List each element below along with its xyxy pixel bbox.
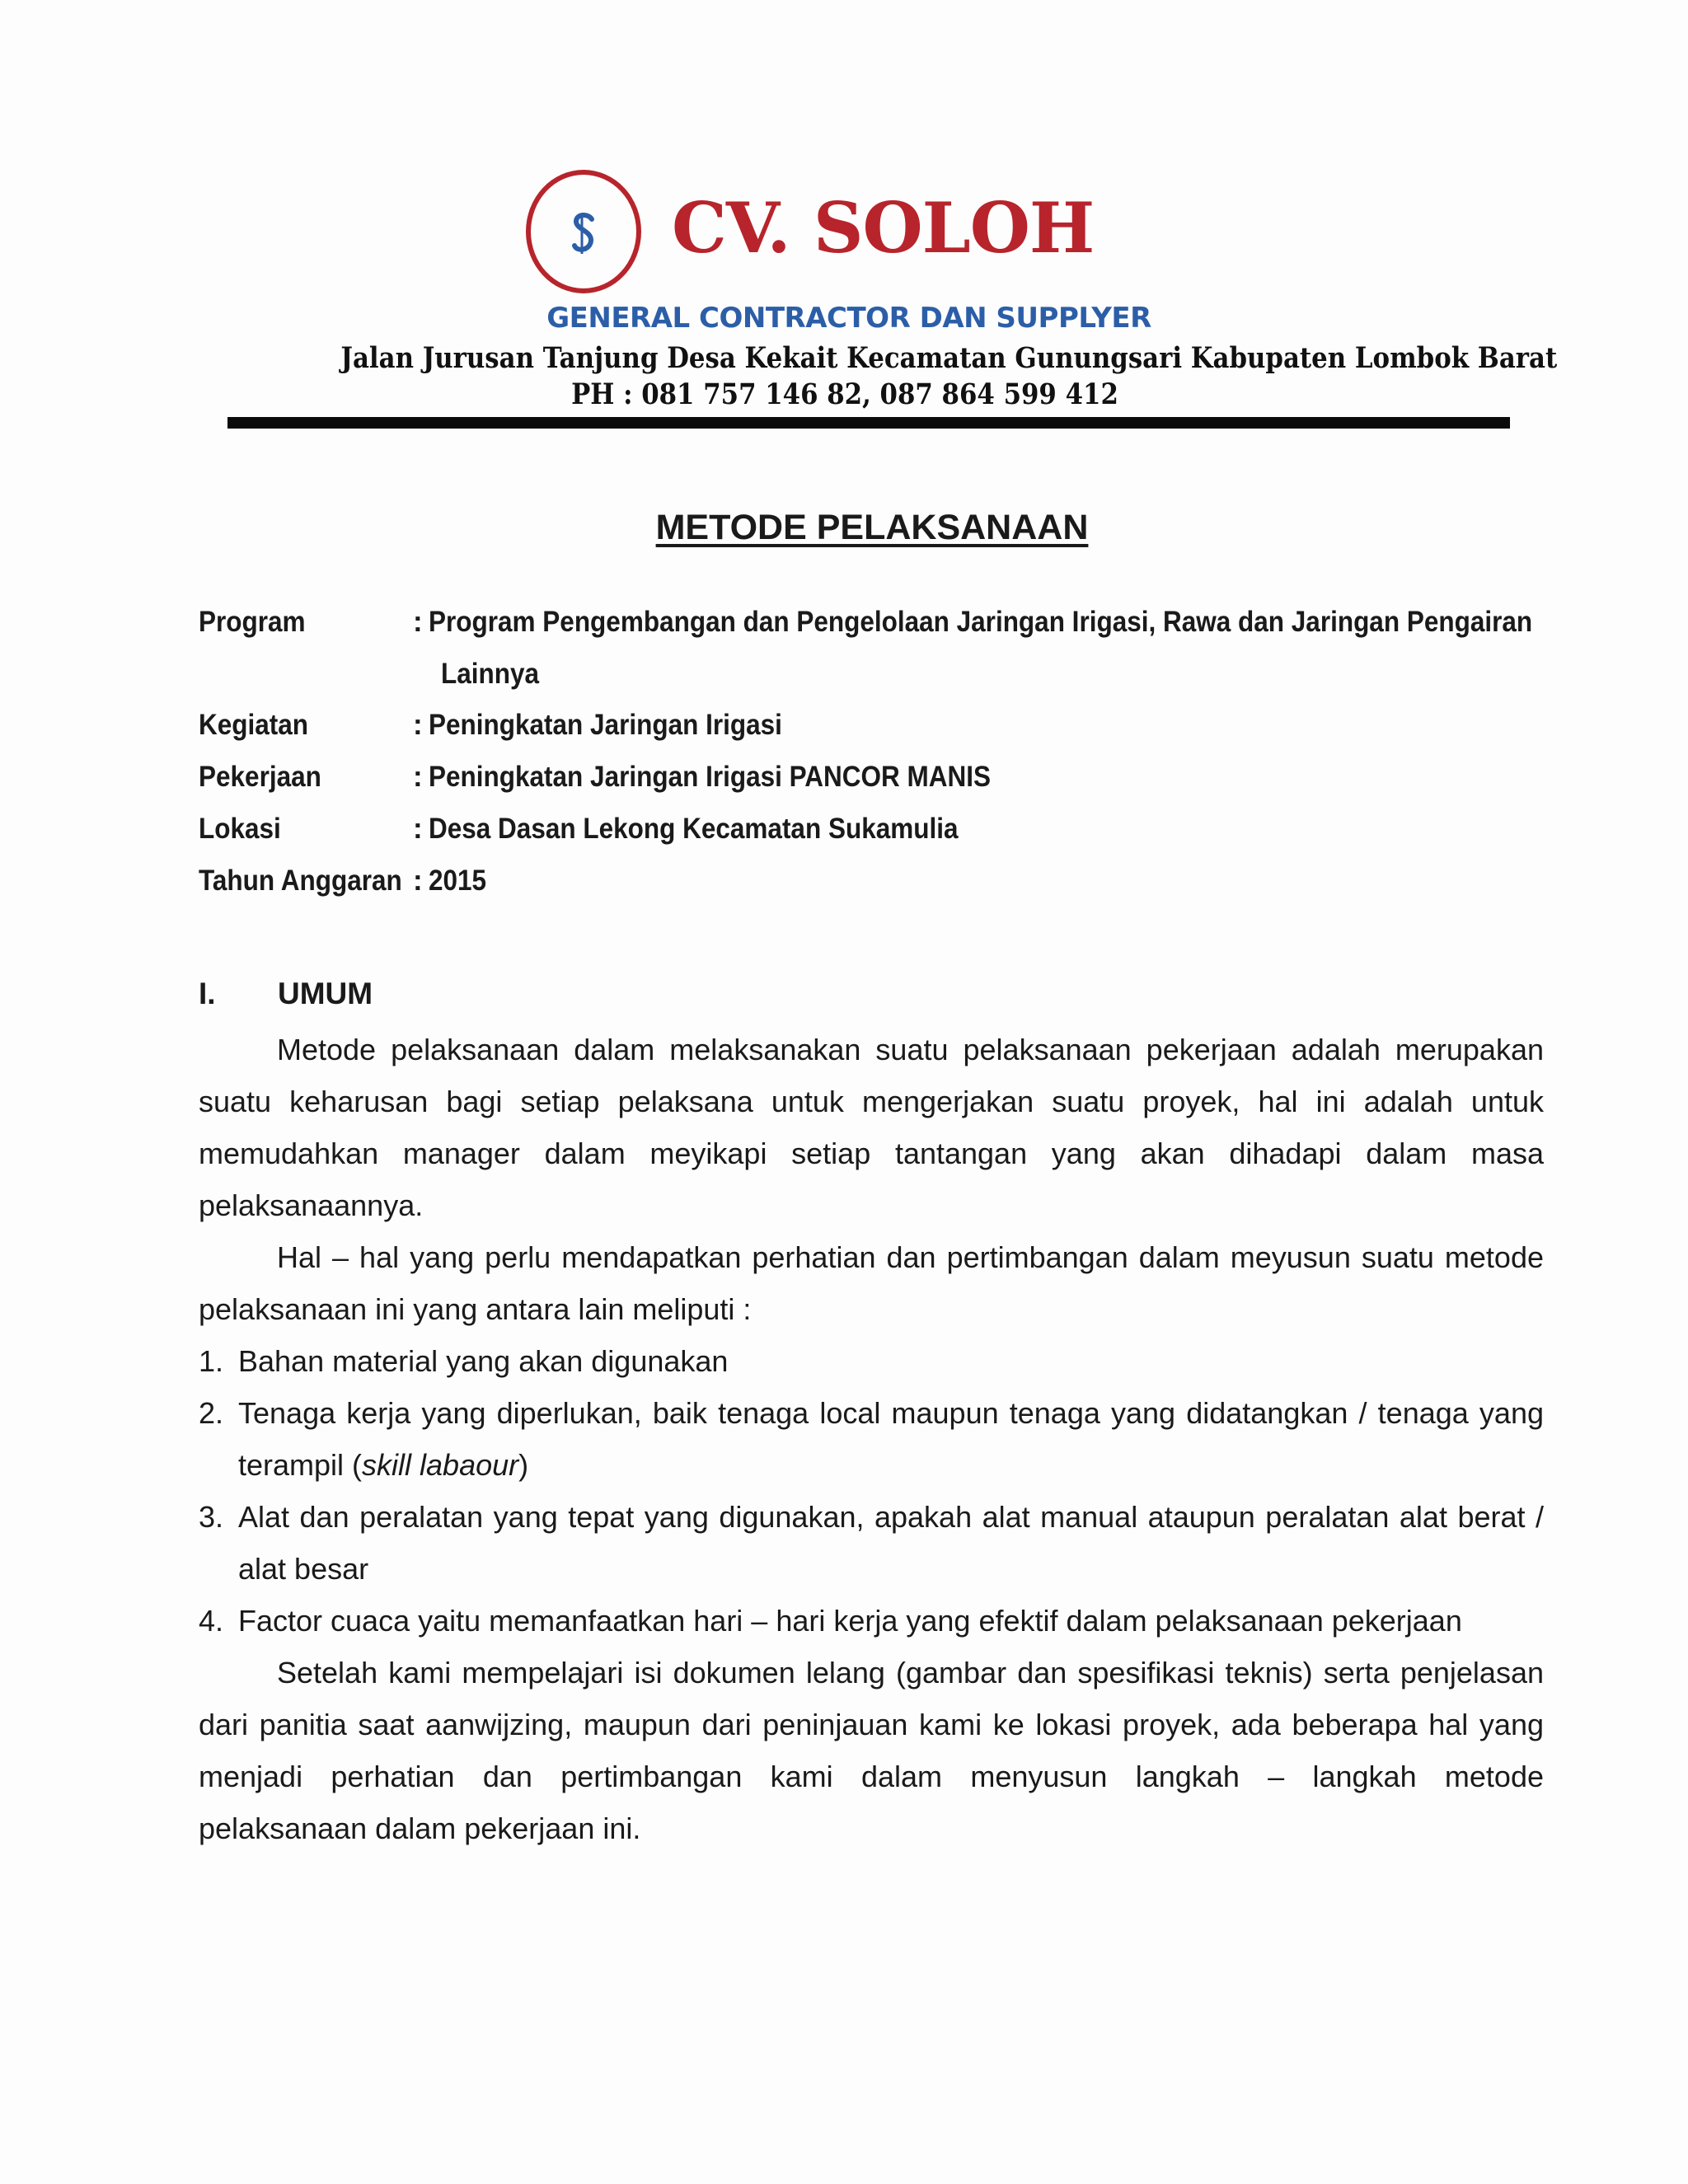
list-item-text-continued: [238, 1439, 1544, 1491]
section-number: I.: [199, 977, 216, 1010]
info-value: Desa Dasan Lekong Kecamatan Sukamulia: [429, 813, 959, 845]
paragraph-line: memudahkan manager dalam meyikapi setiap tantangan yang akan dihadapi dalam masa: [199, 1137, 1544, 1170]
company-name: CV. SOLOH: [672, 187, 1095, 269]
list-item-text: Alat dan peralatan yang tepat yang digunakan, apakah alat manual ataupun peralatan alat berat /: [238, 1500, 1544, 1534]
list-item-text-part: ): [518, 1448, 529, 1482]
list-item-number: 2.: [199, 1396, 224, 1430]
info-value: Peningkatan Jaringan Irigasi: [429, 709, 782, 741]
info-label: Tahun Anggaran: [199, 865, 402, 897]
paragraph-line: pelaksanaan dalam pekerjaan ini.: [199, 1811, 641, 1845]
paragraph-line: Hal – hal yang perlu mendapatkan perhatian dan pertimbangan dalam meyusun suatu metode: [277, 1240, 1544, 1274]
info-colon: :: [413, 709, 423, 741]
list-item-number: 1.: [199, 1344, 224, 1378]
paragraph-line: Setelah kami mempelajari isi dokumen lelang (gambar dan spesifikasi teknis) serta penjelasan: [277, 1656, 1544, 1690]
logo-s-icon: [570, 211, 597, 257]
info-label: Lokasi: [199, 813, 281, 845]
paragraph-line: suatu keharusan bagi setiap pelaksana untuk mengerjakan suatu proyek, hal ini adalah untuk: [199, 1085, 1544, 1118]
info-colon: :: [413, 813, 423, 845]
list-item-text: Bahan material yang akan digunakan: [238, 1344, 729, 1378]
info-colon: :: [413, 865, 423, 897]
paragraph-line: menjadi perhatian dan pertimbangan kami dalam menyusun langkah – langkah metode: [199, 1760, 1544, 1793]
company-address: Jalan Jurusan Tanjung Desa Kekait Kecamatan Gunungsari Kabupaten Lombok Barat: [340, 341, 1558, 375]
info-label: Program: [199, 606, 306, 638]
paragraph-line: pelaksanaannya.: [199, 1188, 424, 1222]
header-divider: [227, 417, 1510, 429]
list-item-text: Tenaga kerja yang diperlukan, baik tenaga local maupun tenaga yang didatangkan / tenaga yang: [238, 1396, 1544, 1430]
list-item-number: 3.: [199, 1500, 224, 1534]
paragraph-line: pelaksanaan ini yang antara lain meliputi :: [199, 1292, 752, 1326]
info-colon: :: [413, 761, 423, 793]
info-value: Peningkatan Jaringan Irigasi PANCOR MANIS: [429, 761, 992, 793]
info-label: Kegiatan: [199, 709, 309, 741]
document-title: METODE PELAKSANAAN: [655, 508, 1089, 547]
company-tagline: GENERAL CONTRACTOR DAN SUPPLYER: [546, 302, 1151, 335]
section-title: UMUM: [278, 977, 373, 1010]
company-logo: [526, 170, 641, 293]
list-item-text: Factor cuaca yaitu memanfaatkan hari – hari kerja yang efektif dalam pelaksanaan pekerjaan: [238, 1604, 1462, 1638]
info-label: Pekerjaan: [199, 761, 321, 793]
info-value-continued: Lainnya: [441, 658, 540, 690]
info-value: Program Pengembangan dan Pengelolaan Jaringan Irigasi, Rawa dan Jaringan Pengairan: [429, 606, 1533, 638]
paragraph-line: Metode pelaksanaan dalam melaksanakan suatu pelaksanaan pekerjaan adalah merupakan: [277, 1033, 1544, 1066]
info-value: 2015: [429, 865, 487, 897]
list-item-text-continued: alat besar: [238, 1552, 369, 1586]
list-item-text-italic: skill labaour: [362, 1448, 519, 1482]
list-item-number: 4.: [199, 1604, 224, 1638]
company-phone: PH : 081 757 146 82, 087 864 599 412: [571, 377, 1118, 411]
info-colon: :: [413, 606, 423, 638]
list-item-text-part: terampil (: [238, 1448, 363, 1482]
paragraph-line: dari panitia saat aanwijzing, maupun dari peninjauan kami ke lokasi proyek, ada beberapa hal yang: [199, 1708, 1544, 1741]
